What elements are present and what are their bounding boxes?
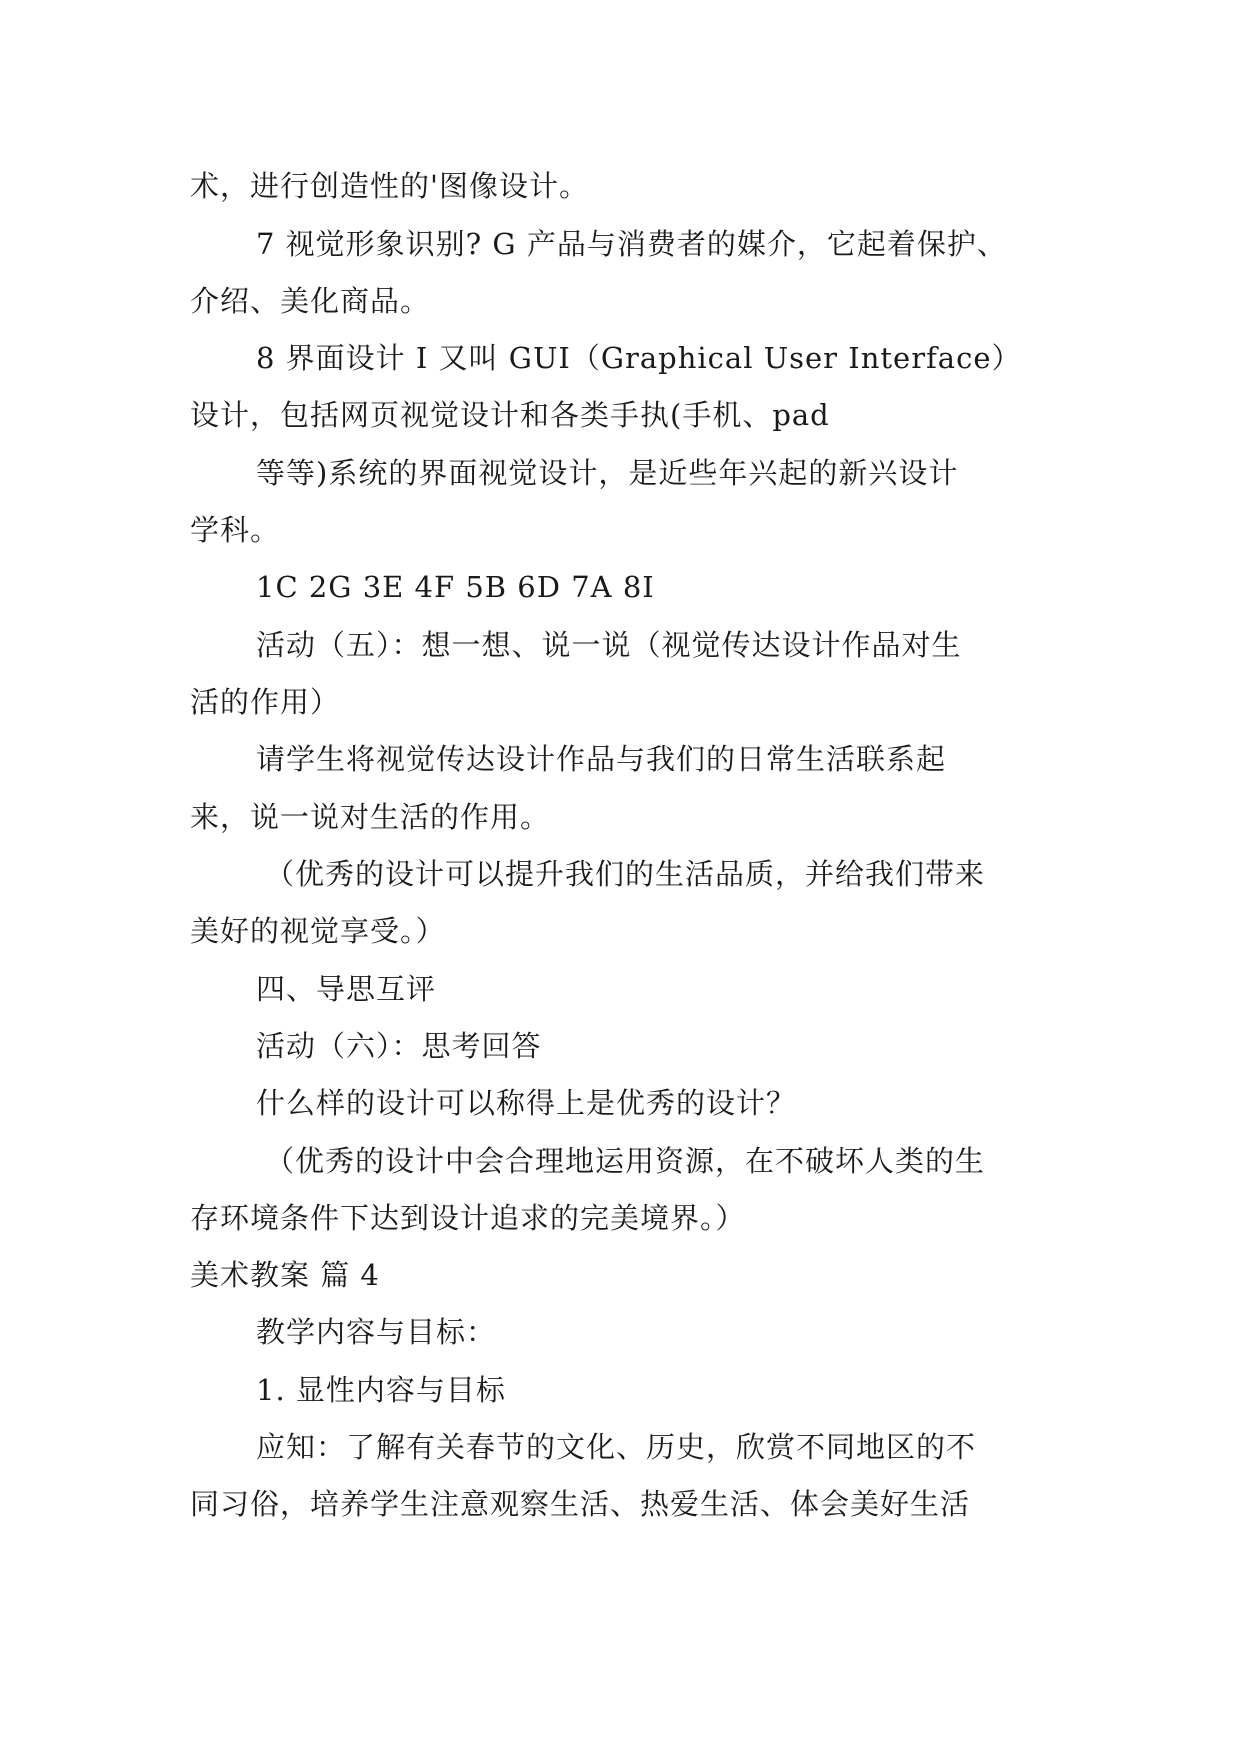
text-line: 存环境条件下达到设计追求的完美境界。） <box>190 1201 746 1235</box>
lesson-title: 美术教案 篇 4 <box>190 1258 380 1292</box>
text-line: 来，说一说对生活的作用。 <box>190 800 551 834</box>
text-line: 应知：了解有关春节的文化、历史，欣赏不同地区的不 <box>256 1430 977 1464</box>
text-line: 7 视觉形象识别? G 产品与消费者的媒介，它起着保护、 <box>256 227 1007 261</box>
text-line: 同习俗，培养学生注意观察生活、热爱生活、体会美好生活 <box>190 1487 971 1521</box>
text-line: （优秀的设计中会合理地运用资源，在不破坏人类的生 <box>265 1144 986 1178</box>
text-line: （优秀的设计可以提升我们的生活品质，并给我们带来 <box>265 857 986 891</box>
text-line: 术，进行创造性的'图像设计。 <box>190 169 589 203</box>
text-line: 活的作用） <box>190 685 341 719</box>
text-line: 请学生将视觉传达设计作品与我们的日常生活联系起 <box>256 742 947 776</box>
text-line: 美好的视觉享受。） <box>190 914 446 948</box>
text-line: 1. 显性内容与目标 <box>256 1373 506 1407</box>
section-heading: 四、导思互评 <box>256 972 437 1006</box>
text-line: 设计，包括网页视觉设计和各类手执(手机、pad <box>190 398 830 432</box>
answer-key-line: 1C 2G 3E 4F 5B 6D 7A 8I <box>256 570 655 604</box>
activity-heading: 活动（六）：思考回答 <box>256 1029 542 1063</box>
text-line: 等等)系统的界面视觉设计，是近些年兴起的新兴设计 <box>256 456 959 490</box>
text-line: 8 界面设计 I 又叫 GUI（Graphical User Interface） <box>256 341 1022 375</box>
text-line: 学科。 <box>190 513 281 547</box>
text-line: 介绍、美化商品。 <box>190 284 431 318</box>
text-line: 教学内容与目标： <box>256 1315 497 1349</box>
question-line: 什么样的设计可以称得上是优秀的设计？ <box>256 1086 797 1120</box>
activity-heading: 活动（五）：想一想、说一说（视觉传达设计作品对生 <box>256 628 962 662</box>
